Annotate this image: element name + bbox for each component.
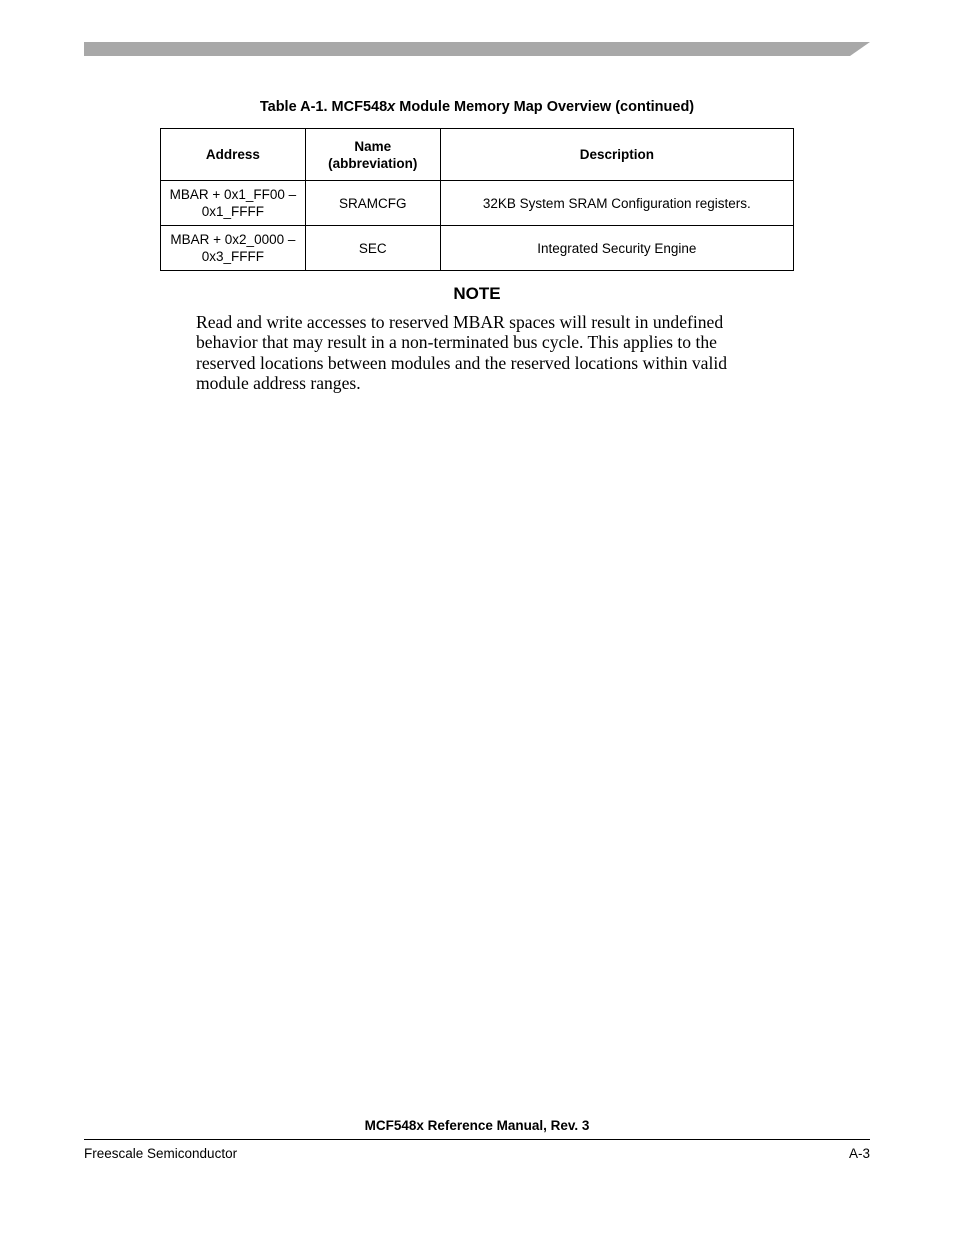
table-header-row [161,129,794,181]
cell-address-line1: MBAR + 0x2_0000 – [170,232,296,247]
header-address: Address [161,129,306,181]
table-caption [84,99,870,115]
note-title: NOTE [453,284,501,303]
cell-name: SRAMCFG [305,181,440,226]
header-accent-bar [84,42,870,56]
cell-address [161,181,306,226]
cell-description: 32KB System SRAM Configuration registers. [440,181,793,226]
cell-name: SEC [305,226,440,271]
cell-address-line1: MBAR + 0x1_FF00 – [169,187,297,202]
header-accent-shape [84,42,870,56]
header-name-line1: Name [354,138,392,154]
memory-map-table [160,128,794,271]
footer-divider [84,1139,870,1140]
cell-address-line2: 0x3_FFFF [201,249,265,264]
table-row [161,181,794,226]
footer-page-number: A-3 [848,1146,870,1161]
cell-address [161,226,306,271]
table-caption-prefix: Table A-1. MCF548 [259,99,388,115]
header-name-line2: (abbreviation) [328,155,418,171]
cell-address-line2: 0x1_FFFF [201,204,265,219]
footer-manual-title: MCF548x Reference Manual, Rev. 3 [364,1118,590,1133]
table-caption-italic: x [387,99,396,115]
table-row [161,226,794,271]
header-name [305,129,440,181]
cell-description: Integrated Security Engine [440,226,793,271]
header-description: Description [440,129,793,181]
footer-company: Freescale Semiconductor [84,1146,238,1161]
table-caption-suffix: Module Memory Map Overview (continued) [395,99,695,115]
note-body: Read and write accesses to reserved MBAR spaces will result in undefined behavior that may result in a non-terminated bus cycle. This applies to the reserved locations between modules and the reserved locations within valid module address ranges. [196,312,728,394]
